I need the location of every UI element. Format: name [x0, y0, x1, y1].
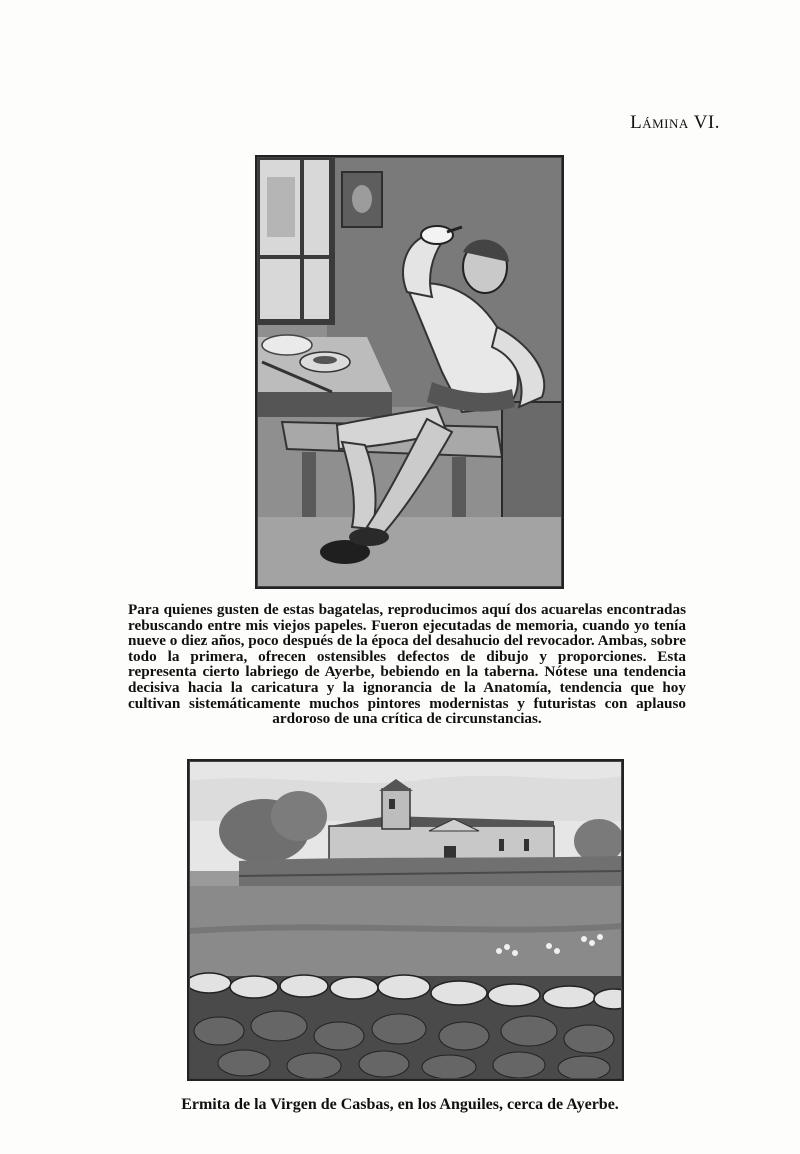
- plate-label-initial: L: [630, 112, 643, 133]
- plate-label-word: ámina: [642, 112, 689, 133]
- illustration-hermitage: [187, 759, 624, 1081]
- caption-paragraph: Para quienes gusten de estas bagatelas, reproducimos aquí dos acuarelas encontradas rebuscando entre mis viejos papeles. Fueron ejecutadas de memoria, cuando yo tenía nueve o diez años, poco después de la época del desahucio del revocador. Ambas, sobre todo la primera, ofrecen ostensibles defectos de dibujo y proporciones. Esta representa cierto labriego de Ayerbe, bebiendo en la taberna. Nótese una tendencia decisiva hacia la caricatura y la ignorancia de la Anatomía, tendencia que hoy cultivan sistemáticamente muchos pintores modernistas y futuristas con aplauso ardoroso de una crítica de circunstancias.: [128, 601, 686, 728]
- peasant-drinking-drawing: [257, 157, 562, 587]
- caption-bottom: Ermita de la Virgen de Casbas, en los Anguiles, cerca de Ayerbe.: [181, 1096, 619, 1113]
- plate-label-number: VI.: [693, 112, 720, 133]
- hermitage-drawing: [189, 761, 622, 1079]
- plate-label: [560, 112, 720, 134]
- illustration-peasant-drinking: [255, 155, 564, 589]
